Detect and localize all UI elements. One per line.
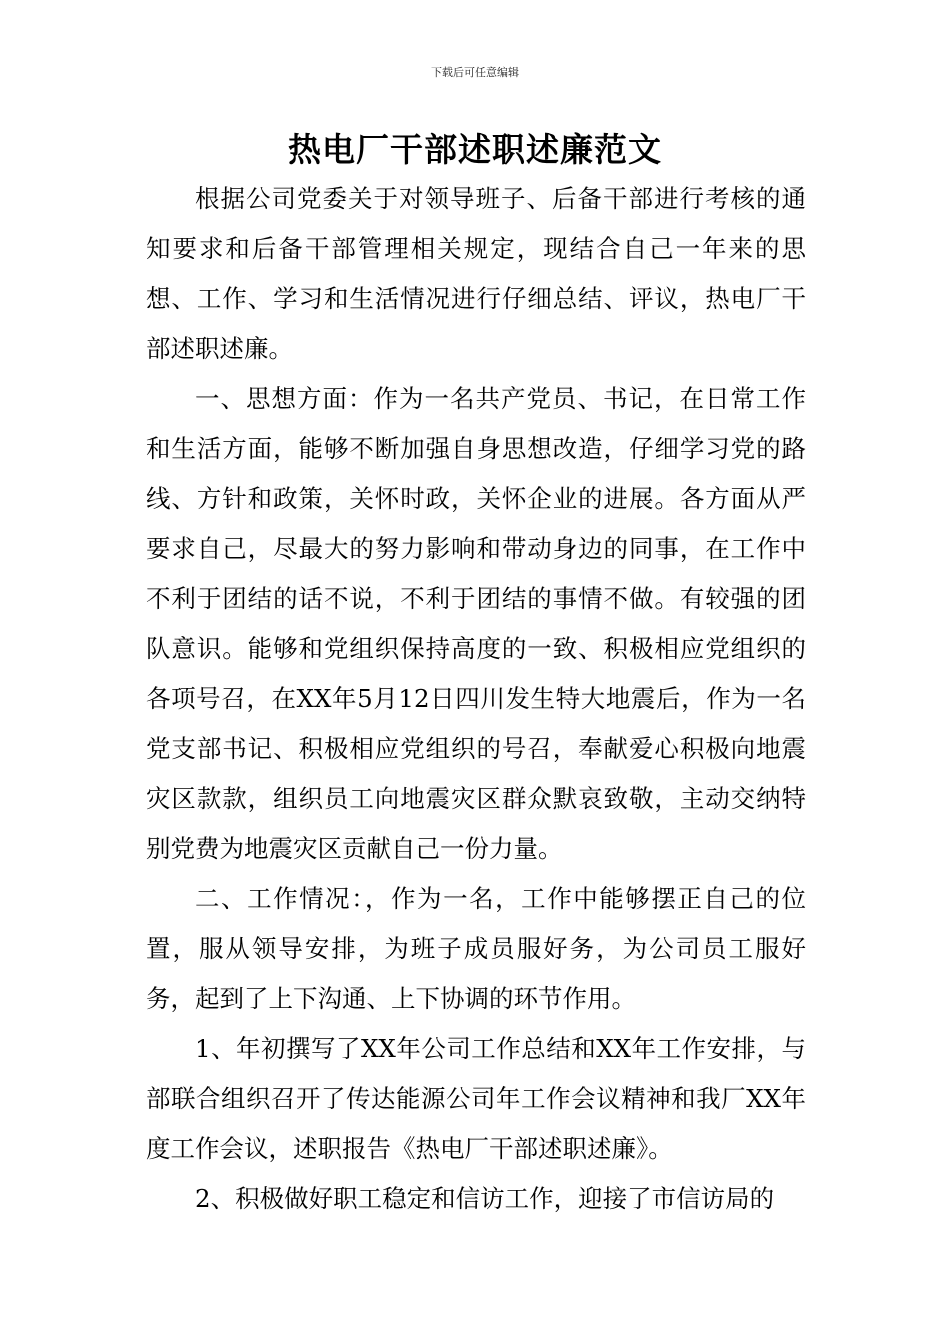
paragraph-work: 二、工作情况：，作为一名，工作中能够摆正自己的位置，服从领导安排，为班子成员服好务，为公司员工服好务，起到了上下沟通、上下协调的环节作用。 xyxy=(146,884,806,1013)
paragraph-item-1: 1、年初撰写了XX年公司工作总结和XX年工作安排，与部联合组织召开了传达能源公司年工作会议精神和我厂XX年度工作会议，述职报告《热电厂干部述职述廉》。 xyxy=(146,1034,806,1163)
paragraph-ideology: 一、思想方面：作为一名共产党员、书记，在日常工作和生活方面，能够不断加强自身思想改造，仔细学习党的路线、方针和政策，关怀时政，关怀企业的进展。各方面从严要求自己，尽最大的努力影响和带动身边的同事，在工作中不利于团结的话不说，不利于团结的事情不做。有较强的团队意识。能够和党组织保持高度的一致、积极相应党组织的各项号召，在XX年5月12日四川发生特大地震后，作为一名党支部书记、积极相应党组织的号召，奉献爱心积极向地震灾区款款，组织员工向地震灾区群众默哀致敬，主动交纳特别党费为地震灾区贡献自己一份力量。 xyxy=(146,384,806,863)
document-title: 热电厂干部述职述廉范文 xyxy=(288,130,662,169)
paragraph-item-2: 2、积极做好职工稳定和信访工作，迎接了市信访局的 xyxy=(195,1184,775,1213)
document-body xyxy=(146,174,806,1224)
paragraph-intro: 根据公司党委关于对领导班子、后备干部进行考核的通知要求和后备干部管理相关规定，现结合自己一年来的思想、工作、学习和生活情况进行仔细总结、评议，热电厂干部述职述廉。 xyxy=(146,184,806,363)
header-note: 下载后可任意编辑 xyxy=(431,66,519,79)
